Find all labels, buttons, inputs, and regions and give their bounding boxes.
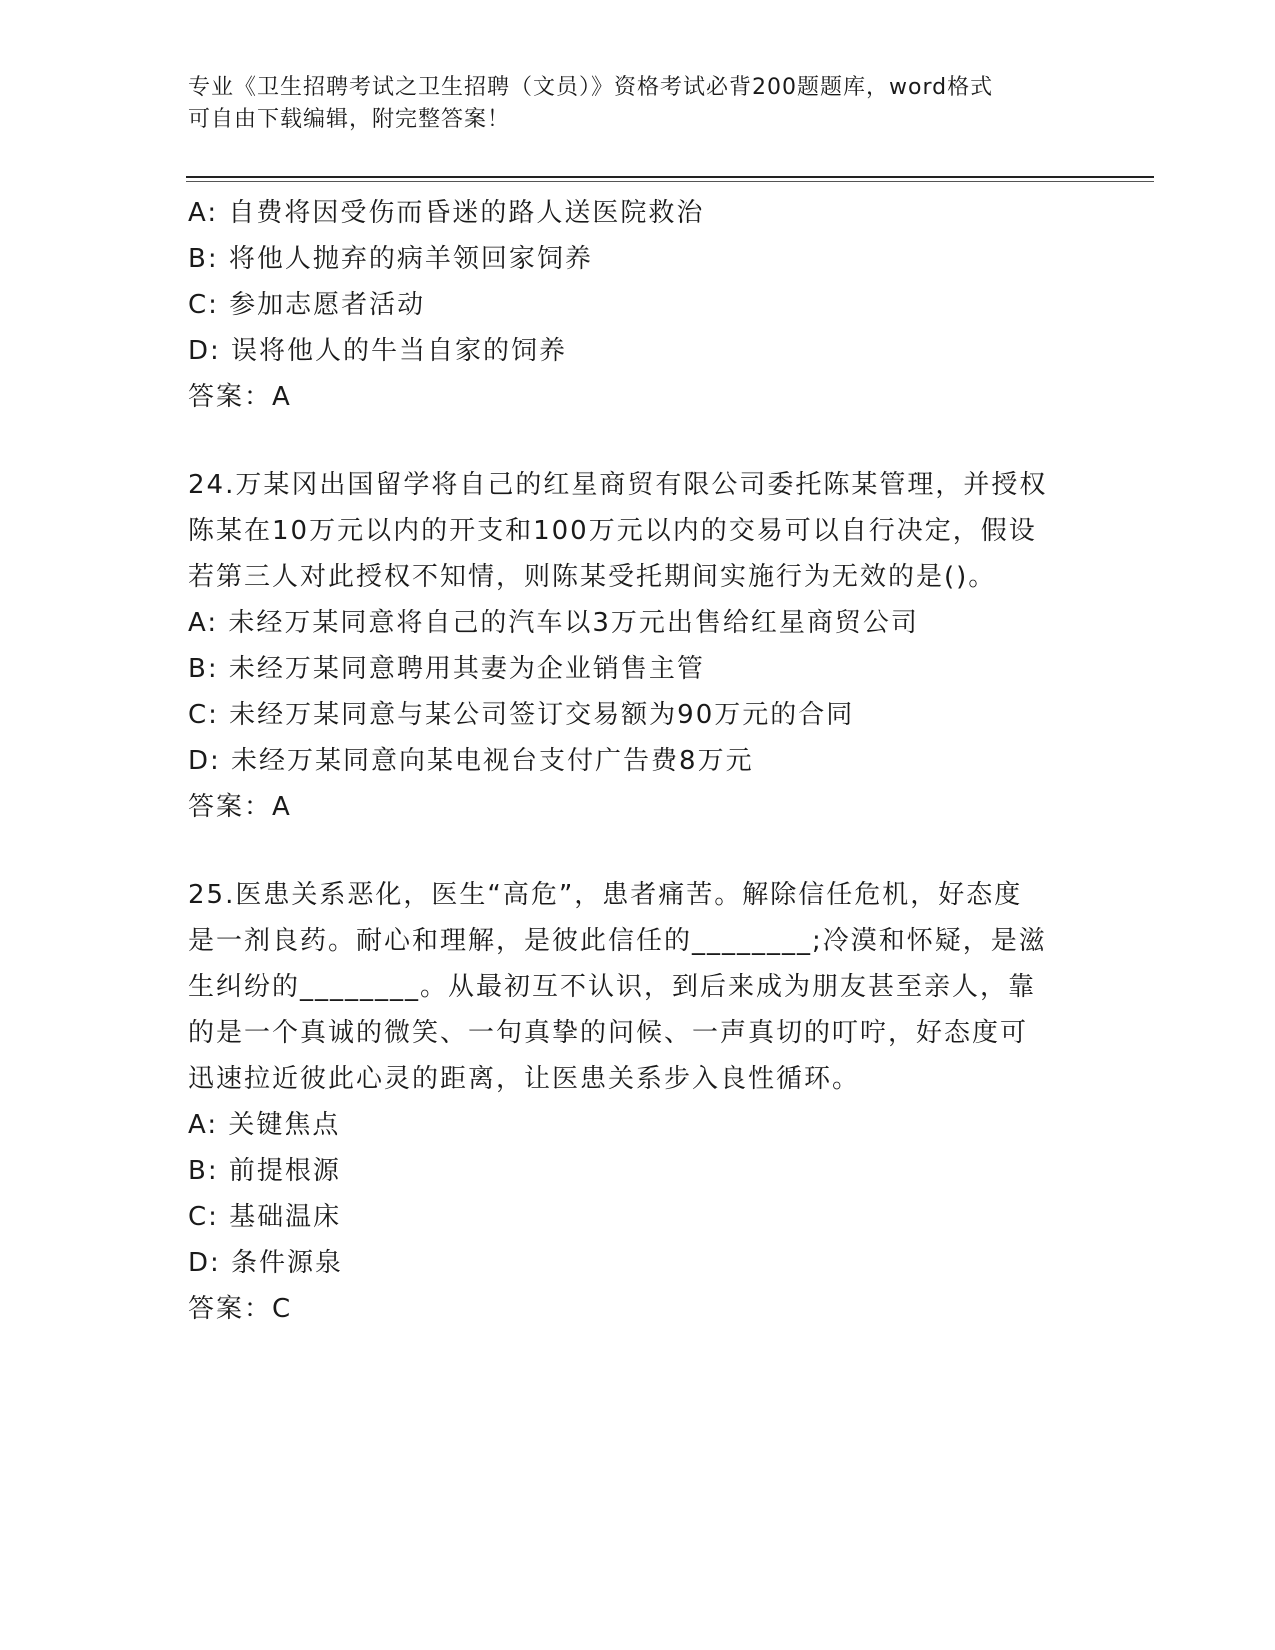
document-header <box>188 72 1068 136</box>
option-a: A: 未经万某同意将自己的汽车以3万元出售给红星商贸公司 <box>188 608 919 638</box>
option-a: A: 自费将因受伤而昏迷的路人送医院救治 <box>188 198 705 228</box>
answer: 答案：A <box>188 382 292 412</box>
option-c: C: 参加志愿者活动 <box>188 290 426 320</box>
option-a: A: 关键焦点 <box>188 1110 341 1140</box>
option-b: B: 将他人抛弃的病羊领回家饲养 <box>188 244 593 274</box>
spacer <box>188 830 1068 872</box>
option-c: C: 未经万某同意与某公司签订交易额为90万元的合同 <box>188 700 855 730</box>
header-line-1: 专业《卫生招聘考试之卫生招聘（文员）》资格考试必背200题题库，word格式 <box>188 75 994 100</box>
header-rule-thin <box>186 181 1154 182</box>
option-d: D: 未经万某同意向某电视台支付广告费8万元 <box>188 746 754 776</box>
option-c: C: 基础温床 <box>188 1202 342 1232</box>
question-stem-line: 迅速拉近彼此心灵的距离，让医患关系步入良性循环。 <box>188 1064 861 1094</box>
question-stem-line: 24.万某冈出国留学将自己的红星商贸有限公司委托陈某管理，并授权 <box>188 470 1048 500</box>
question-stem-line: 若第三人对此授权不知情，则陈某受托期间实施行为无效的是()。 <box>188 562 997 592</box>
option-d: D: 误将他人的牛当自家的饲养 <box>188 336 568 366</box>
question-stem-line: 25.医患关系恶化，医生“高危”，患者痛苦。解除信任危机，好态度 <box>188 880 1023 910</box>
question-24 <box>188 462 1068 830</box>
question-stem-line: 是一剂良药。耐心和理解，是彼此信任的________;冷漠和怀疑，是滋 <box>188 926 1047 956</box>
header-line-2: 可自由下载编辑，附完整答案！ <box>188 107 511 132</box>
question-content <box>188 190 1068 1332</box>
question-25 <box>188 872 1068 1332</box>
header-rule <box>186 176 1154 178</box>
option-b: B: 前提根源 <box>188 1156 341 1186</box>
option-d: D: 条件源泉 <box>188 1248 344 1278</box>
answer: 答案：C <box>188 1294 293 1324</box>
option-b: B: 未经万某同意聘用其妻为企业销售主管 <box>188 654 705 684</box>
question-stem-line: 陈某在10万元以内的开支和100万元以内的交易可以自行决定，假设 <box>188 516 1037 546</box>
question-stem-line: 生纠纷的________。从最初互不认识，到后来成为朋友甚至亲人，靠 <box>188 972 1037 1002</box>
question-stem-line: 的是一个真诚的微笑、一句真挚的问候、一声真切的叮咛，好态度可 <box>188 1018 1029 1048</box>
question-23 <box>188 190 1068 420</box>
spacer <box>188 420 1068 462</box>
answer: 答案：A <box>188 792 292 822</box>
